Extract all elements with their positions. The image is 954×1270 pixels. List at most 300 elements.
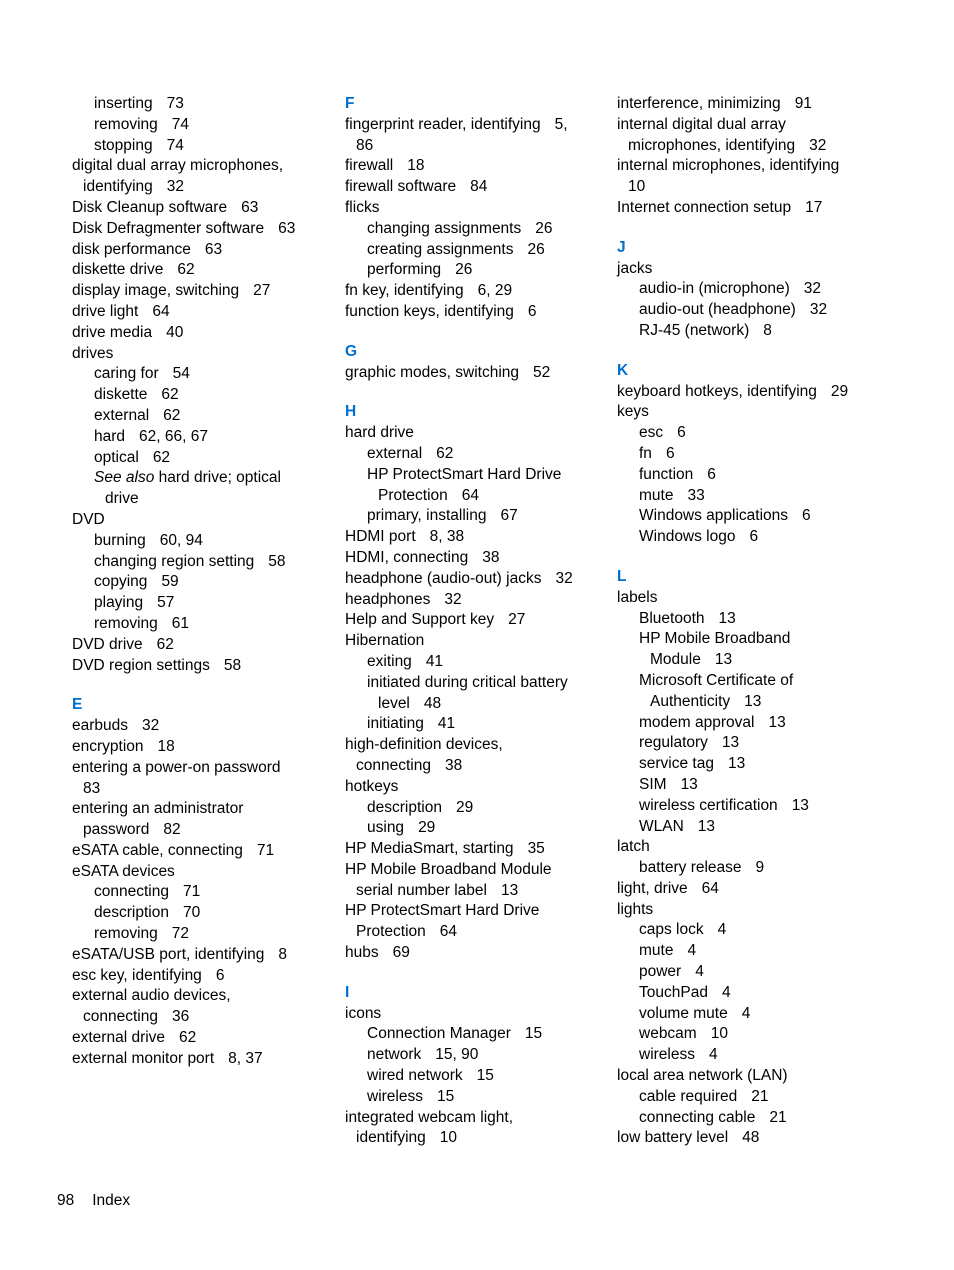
- entry-page-ref: 21: [751, 1087, 769, 1105]
- entry-term: webcam: [639, 1025, 697, 1043]
- index-subentry: [72, 427, 322, 448]
- entry-page-ref: 15: [436, 1087, 455, 1105]
- index-main-entry: [345, 302, 595, 323]
- entry-page-ref: 4: [721, 983, 731, 1001]
- index-entry-continuation: [617, 177, 887, 198]
- entry-term: Module: [650, 651, 701, 669]
- entry-page-ref: 6: [707, 465, 716, 483]
- entry-page-ref: 60, 94: [159, 531, 203, 549]
- entry-page-ref: 33: [687, 486, 705, 504]
- index-entry-continuation: [617, 136, 887, 157]
- index-main-entry: [345, 943, 595, 964]
- entry-page-ref: 32: [444, 590, 462, 608]
- entry-page-ref: 84: [470, 178, 488, 196]
- entry-term: external drive: [72, 1029, 166, 1047]
- entry-term: esc: [639, 424, 664, 442]
- entry-term: latch: [617, 838, 650, 856]
- entry-term: hard: [94, 427, 126, 445]
- entry-page-ref: 63: [241, 198, 259, 216]
- index-subentry: [72, 572, 322, 593]
- entry-term: playing: [94, 594, 144, 612]
- entry-term: DVD drive: [72, 635, 143, 653]
- entry-page-ref: 48: [423, 694, 442, 712]
- index-main-entry: [345, 548, 595, 569]
- entry-page-ref: 38: [444, 756, 463, 774]
- index-subentry: [617, 1045, 887, 1066]
- index-letter-heading: E: [72, 696, 83, 714]
- index-subentry: [617, 775, 887, 796]
- entry-term: password: [83, 821, 150, 839]
- entry-term: inserting: [94, 95, 153, 112]
- index-subentry: [617, 817, 887, 838]
- index-subentry: [72, 882, 322, 903]
- entry-page-ref: 52: [533, 363, 551, 381]
- index-main-entry: [72, 841, 322, 862]
- entry-page-ref: 13: [500, 881, 519, 899]
- entry-page-ref: 62: [436, 444, 454, 462]
- entry-term: cable required: [639, 1087, 738, 1105]
- entry-page-ref: 63: [278, 219, 296, 237]
- entry-page-ref: 74: [166, 136, 184, 154]
- entry-page-ref: 27: [253, 282, 271, 300]
- index-main-entry: [72, 302, 322, 323]
- index-letter-heading: G: [345, 342, 358, 360]
- entry-term: headphones: [345, 590, 431, 608]
- entry-page-ref: 32: [142, 717, 160, 735]
- entry-term: connecting: [94, 883, 169, 901]
- index-main-entry: [72, 156, 322, 177]
- entry-term: external audio devices,: [72, 987, 231, 1005]
- index-subentry: [72, 385, 322, 406]
- index-main-entry: [617, 837, 887, 858]
- entry-term: jacks: [617, 259, 653, 277]
- index-subentry: [72, 552, 322, 573]
- entry-page-ref: 59: [161, 573, 179, 591]
- entry-term: hubs: [345, 944, 379, 962]
- entry-term: eSATA cable, connecting: [72, 841, 243, 859]
- index-entry-continuation: [345, 922, 595, 943]
- entry-term: disk performance: [72, 240, 191, 258]
- entry-term: Windows logo: [639, 528, 736, 546]
- entry-page-ref: 62: [152, 448, 171, 466]
- entry-term: caps lock: [639, 921, 704, 939]
- entry-term: eSATA devices: [72, 862, 175, 880]
- entry-term: changing assignments: [367, 219, 522, 237]
- index-subentry: [345, 444, 595, 465]
- index-main-entry: [72, 1028, 322, 1049]
- entry-page-ref: 63: [204, 240, 223, 258]
- footer-label: Index: [92, 1192, 131, 1209]
- index-subentry: [617, 962, 887, 983]
- entry-page-ref: 6: [665, 444, 675, 462]
- entry-page-ref: 8: [278, 945, 288, 963]
- entry-term: stopping: [94, 136, 153, 154]
- entry-page-ref: 67: [500, 507, 518, 525]
- entry-page-ref: 6, 29: [477, 282, 513, 300]
- entry-term: TouchPad: [639, 983, 708, 1001]
- entry-term: service tag: [639, 755, 714, 773]
- index-main-entry: [72, 966, 322, 987]
- index-subentry: [617, 506, 887, 527]
- index-main-entry: [345, 631, 595, 652]
- entry-page-ref: 40: [166, 323, 184, 341]
- entry-page-ref: 13: [744, 692, 762, 710]
- entry-page-ref: 82: [163, 821, 181, 839]
- entry-page-ref: 62, 66, 67: [139, 427, 208, 445]
- entry-term: headphone (audio-out) jacks: [345, 569, 542, 587]
- entry-term: keyboard hotkeys, identifying: [617, 382, 817, 400]
- index-subentry: [617, 527, 887, 548]
- entry-page-ref: 32: [809, 136, 827, 154]
- entry-term: battery release: [639, 859, 742, 877]
- index-subentry: [72, 364, 322, 385]
- entry-term: description: [367, 798, 442, 816]
- see-also-label: See also: [94, 469, 155, 487]
- entry-page-ref: 36: [171, 1008, 190, 1026]
- entry-page-ref: 73: [166, 95, 184, 112]
- index-subentry: [345, 1024, 595, 1045]
- entry-page-ref: 4: [741, 1004, 751, 1022]
- index-main-entry: [72, 260, 322, 281]
- index-subentry: [617, 941, 887, 962]
- entry-page-ref: 4: [708, 1046, 718, 1064]
- index-main-entry: [345, 198, 595, 219]
- entry-term: HP Mobile Broadband: [639, 630, 791, 648]
- index-main-entry: [72, 862, 322, 883]
- entry-term: copying: [94, 573, 148, 591]
- index-main-entry: [72, 510, 322, 531]
- entry-page-ref: 41: [437, 715, 456, 733]
- entry-term: high-definition devices,: [345, 736, 503, 754]
- entry-term: connecting: [83, 1008, 158, 1026]
- index-subentry: [617, 486, 887, 507]
- entry-term: drive media: [72, 323, 153, 341]
- entry-term: hard drive; optical: [158, 469, 281, 487]
- index-main-entry: [617, 259, 887, 280]
- index-main-entry: [345, 777, 595, 798]
- entry-term: volume mute: [639, 1004, 728, 1022]
- entry-term: performing: [367, 261, 442, 279]
- entry-page-ref: 64: [439, 923, 458, 941]
- entry-term: keys: [617, 403, 649, 421]
- index-subentry: [345, 219, 595, 240]
- entry-term: HP Mobile Broadband Module: [345, 860, 552, 878]
- entry-term: hotkeys: [345, 777, 399, 795]
- entry-page-ref: 71: [256, 841, 275, 859]
- entry-page-ref: 26: [527, 240, 545, 258]
- index-main-entry: [72, 323, 322, 344]
- entry-term: using: [367, 819, 405, 837]
- entry-page-ref: 18: [157, 737, 175, 755]
- entry-page-ref: 5,: [554, 115, 568, 133]
- entry-page-ref: 13: [680, 775, 698, 793]
- index-main-entry: [617, 156, 887, 177]
- entry-page-ref: 8, 38: [429, 528, 465, 546]
- entry-page-ref: 32: [803, 280, 822, 298]
- index-subentry: [72, 115, 322, 136]
- entry-page-ref: 62: [156, 635, 174, 653]
- index-subentry: [617, 983, 887, 1004]
- entry-term: earbuds: [72, 717, 129, 735]
- entry-term: HDMI port: [345, 528, 416, 546]
- entry-page-ref: 27: [508, 611, 526, 629]
- entry-term: mute: [639, 942, 674, 960]
- entry-page-ref: 9: [755, 859, 765, 877]
- index-subentry: [617, 920, 887, 941]
- index-letter-heading: H: [345, 403, 357, 421]
- entry-page-ref: 13: [727, 755, 746, 773]
- index-subentry: [72, 448, 322, 469]
- index-main-entry: [72, 281, 322, 302]
- index-subentry: [617, 1087, 887, 1108]
- entry-page-ref: 91: [794, 95, 812, 112]
- entry-term: connecting cable: [639, 1108, 756, 1126]
- index-subentry: [617, 629, 887, 650]
- index-entry-continuation: [72, 779, 322, 800]
- entry-term: Help and Support key: [345, 611, 495, 629]
- entry-page-ref: 62: [161, 386, 179, 404]
- index-letter-heading: K: [617, 361, 629, 379]
- index-main-entry: [617, 900, 887, 921]
- index-entry-continuation: [345, 881, 595, 902]
- entry-page-ref: 41: [425, 652, 444, 670]
- entry-page-ref: 13: [768, 713, 786, 731]
- index-subentry: [345, 240, 595, 261]
- entry-page-ref: 15: [524, 1025, 543, 1043]
- entry-term: DVD: [72, 510, 105, 528]
- entry-term: internal microphones, identifying: [617, 157, 840, 175]
- entry-term: entering a power-on password: [72, 758, 281, 776]
- index-letter-heading: L: [617, 567, 627, 585]
- entry-page-ref: 6: [749, 528, 759, 546]
- index-subentry: [72, 406, 322, 427]
- index-subentry: [617, 465, 887, 486]
- index-subentry: [72, 468, 322, 489]
- index-main-entry: [345, 281, 595, 302]
- index-main-entry: [345, 590, 595, 611]
- entry-page-ref: 15: [476, 1067, 494, 1085]
- entry-term: Authenticity: [650, 692, 731, 710]
- index-subentry: [617, 279, 887, 300]
- index-subentry: [617, 423, 887, 444]
- entry-term: removing: [94, 925, 158, 943]
- index-main-entry: [617, 879, 887, 900]
- index-subentry: [617, 1004, 887, 1025]
- entry-page-ref: 32: [166, 178, 185, 196]
- index-main-entry: [617, 115, 887, 136]
- index-main-entry: [345, 527, 595, 548]
- entry-term: initiating: [367, 715, 424, 733]
- entry-term: firewall: [345, 157, 394, 175]
- index-main-entry: [72, 1049, 322, 1070]
- entry-page-ref: 29: [418, 819, 436, 837]
- entry-page-ref: 6: [802, 507, 811, 525]
- entry-page-ref: 64: [152, 302, 170, 320]
- entry-page-ref: 48: [742, 1129, 760, 1147]
- index-entry-continuation: [345, 1128, 595, 1149]
- entry-term: primary, installing: [367, 507, 487, 525]
- entry-term: drive: [105, 490, 139, 508]
- entry-term: caring for: [94, 365, 159, 383]
- entry-term: Internet connection setup: [617, 198, 792, 216]
- entry-term: 83: [83, 779, 101, 797]
- entry-term: diskette: [94, 386, 148, 404]
- index-main-entry: [72, 240, 322, 261]
- index-subentry: [617, 713, 887, 734]
- entry-page-ref: 26: [535, 219, 553, 237]
- index-subentry: [345, 1045, 595, 1066]
- index-main-entry: [72, 716, 322, 737]
- index-main-entry: [617, 1066, 887, 1087]
- index-subentry: [345, 818, 595, 839]
- entry-term: removing: [94, 115, 158, 133]
- index-subentry-continuation: [345, 694, 595, 715]
- entry-page-ref: 29: [830, 382, 849, 400]
- entry-term: exiting: [367, 652, 412, 670]
- entry-page-ref: 62: [179, 1029, 197, 1047]
- entry-page-ref: 13: [714, 651, 733, 669]
- entry-page-ref: 26: [455, 261, 473, 279]
- entry-term: Windows applications: [639, 507, 789, 525]
- entry-term: regulatory: [639, 734, 708, 752]
- entry-term: lights: [617, 900, 654, 918]
- index-subentry: [345, 673, 595, 694]
- entry-term: local area network (LAN): [617, 1067, 788, 1085]
- index-main-entry: [72, 799, 322, 820]
- index-letter-heading: F: [345, 95, 355, 112]
- entry-term: light, drive: [617, 879, 688, 897]
- entry-term: mute: [639, 486, 674, 504]
- entry-page-ref: 13: [721, 734, 740, 752]
- index-subentry: [72, 136, 322, 157]
- entry-page-ref: 32: [809, 301, 828, 319]
- entry-term: firewall software: [345, 178, 457, 196]
- page-number: 98: [57, 1192, 75, 1209]
- entry-term: wired network: [367, 1067, 463, 1085]
- entry-term: entering an administrator: [72, 800, 244, 818]
- index-subentry: [72, 593, 322, 614]
- entry-page-ref: 8: [763, 321, 772, 339]
- entry-term: Disk Cleanup software: [72, 198, 228, 216]
- entry-page-ref: 21: [769, 1108, 787, 1126]
- entry-term: drives: [72, 344, 114, 362]
- entry-page-ref: 13: [791, 796, 809, 814]
- entry-term: connecting: [356, 756, 431, 774]
- entry-term: HDMI, connecting: [345, 548, 469, 566]
- entry-term: burning: [94, 531, 146, 549]
- entry-page-ref: 13: [718, 609, 736, 627]
- entry-term: HP MediaSmart, starting: [345, 840, 514, 858]
- entry-term: wireless certification: [639, 796, 778, 814]
- index-subentry: [617, 1108, 887, 1129]
- entry-page-ref: 62: [177, 261, 195, 279]
- index-column-3: [617, 94, 887, 1149]
- entry-page-ref: 35: [527, 840, 545, 858]
- index-main-entry: [72, 219, 322, 240]
- entry-term: fn key, identifying: [345, 282, 464, 300]
- entry-term: microphones, identifying: [628, 136, 796, 154]
- entry-term: WLAN: [639, 817, 684, 835]
- index-main-entry: [72, 344, 322, 365]
- index-main-entry: [72, 758, 322, 779]
- entry-term: diskette drive: [72, 261, 164, 279]
- entry-term: audio-in (microphone): [639, 280, 790, 298]
- index-subentry: [345, 465, 595, 486]
- entry-term: Hibernation: [345, 632, 425, 650]
- index-main-entry: [345, 1108, 595, 1129]
- index-entry-continuation: [345, 136, 595, 157]
- index-column-2: [345, 94, 595, 1149]
- index-main-entry: [345, 1004, 595, 1025]
- entry-term: low battery level: [617, 1129, 729, 1147]
- entry-term: power: [639, 963, 682, 981]
- entry-term: external: [367, 444, 423, 462]
- entry-page-ref: 61: [171, 614, 189, 632]
- entry-page-ref: 6: [677, 424, 686, 442]
- index-main-entry: [345, 860, 595, 881]
- entry-page-ref: 29: [455, 798, 474, 816]
- index-main-entry: [345, 423, 595, 444]
- index-subentry: [617, 858, 887, 879]
- index-subentry: [617, 300, 887, 321]
- entry-term: HP ProtectSmart Hard Drive: [367, 465, 562, 483]
- entry-term: 86: [356, 136, 374, 154]
- entry-page-ref: 62: [163, 406, 181, 424]
- index-subentry: [617, 733, 887, 754]
- index-main-entry: [72, 986, 322, 1007]
- entry-term: digital dual array microphones,: [72, 157, 284, 175]
- index-subentry: [345, 798, 595, 819]
- index-subentry: [72, 903, 322, 924]
- entry-term: eSATA/USB port, identifying: [72, 945, 265, 963]
- entry-term: interference, minimizing: [617, 95, 781, 112]
- entry-page-ref: 58: [268, 552, 286, 570]
- entry-page-ref: 54: [172, 365, 190, 383]
- entry-term: identifying: [83, 178, 153, 196]
- entry-term: Protection: [378, 486, 448, 504]
- entry-term: Microsoft Certificate of: [639, 671, 794, 689]
- entry-term: removing: [94, 614, 158, 632]
- index-subentry: [345, 1087, 595, 1108]
- index-subentry: [617, 671, 887, 692]
- index-subentry: [72, 531, 322, 552]
- index-main-entry: [72, 945, 322, 966]
- index-main-entry: [345, 177, 595, 198]
- entry-term: flicks: [345, 198, 380, 216]
- index-subentry-continuation: [72, 489, 322, 510]
- entry-term: integrated webcam light,: [345, 1108, 514, 1126]
- entry-term: function keys, identifying: [345, 302, 514, 320]
- index-letter-heading: J: [617, 238, 626, 256]
- index-main-entry: [617, 382, 887, 403]
- entry-term: fingerprint reader, identifying: [345, 115, 541, 133]
- entry-term: description: [94, 904, 169, 922]
- entry-term: hard drive: [345, 424, 414, 442]
- entry-term: network: [367, 1046, 422, 1064]
- index-main-entry: [72, 198, 322, 219]
- index-subentry: [617, 796, 887, 817]
- entry-page-ref: 15, 90: [435, 1046, 479, 1064]
- entry-term: labels: [617, 588, 658, 606]
- entry-term: RJ-45 (network): [639, 321, 750, 339]
- index-subentry-continuation: [617, 650, 887, 671]
- index-main-entry: [617, 1128, 887, 1149]
- entry-term: level: [378, 694, 410, 712]
- index-main-entry: [345, 610, 595, 631]
- entry-term: wireless: [639, 1046, 695, 1064]
- entry-term: SIM: [639, 775, 667, 793]
- index-main-entry: [72, 656, 322, 677]
